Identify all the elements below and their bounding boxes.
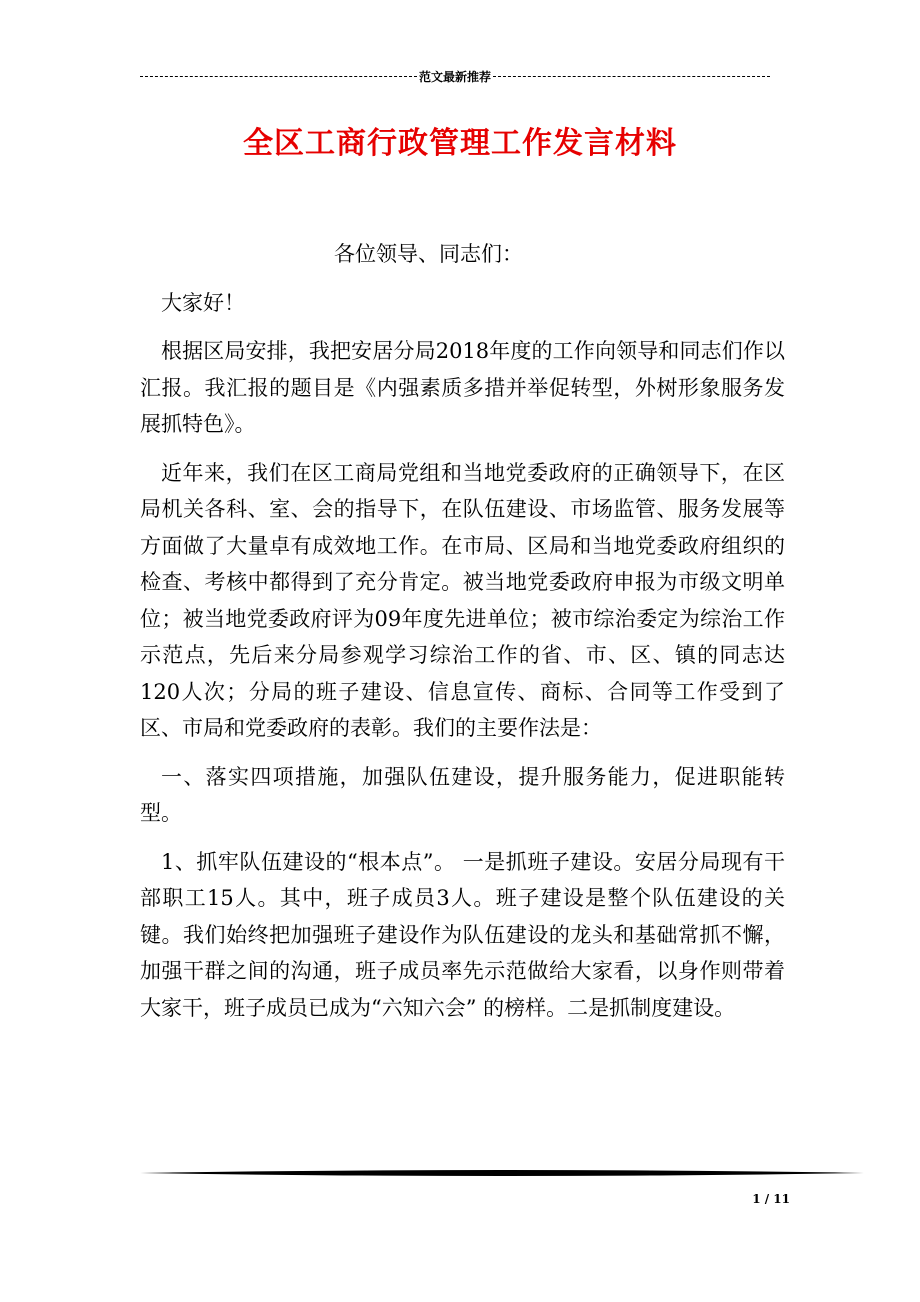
page-number: 1 / 11 [752, 1192, 790, 1206]
paragraph-3: 一、落实四项措施，加强队伍建设，提升服务能力，促进职能转型。 [140, 764, 785, 825]
salutation: 各位领导、同志们： [334, 242, 523, 266]
document-title: 全区工商行政管理工作发言材料 [243, 126, 677, 161]
header-label: 范文最新推荐 [419, 69, 492, 84]
paragraph-4: 1、抓牢队伍建设的“根本点”。 一是抓班子建设。安居分局现有干部职工15人。其中，班子成员3人。班子建设是整个队伍建设的关键。我们始终把加强班子建设作为队伍建设的龙头和基础常抓不懈，加强干群之间的沟通，班子成员率先示范做给大家看，以身作则带着大家干，班子成员已成为“六知六会” 的榜样。二是抓制度建设。 [140, 849, 785, 1020]
paragraph-2: 近年来，我们在区工商局党组和当地党委政府的正确领导下，在区局机关各科、室、会的指导下，在队伍建设、市场监管、服务发展等方面做了大量卓有成效地工作。在市局、区局和当地党委政府组织的检查、考核中都得到了充分肯定。被当地党委政府申报为市级文明单位；被当地党委政府评为09年度先进单位；被市综治委定为综治工作示范点，先后来分局参观学习综治工作的省、市、区、镇的同志达120人次；分局的班子建设、信息宣传、商标、合同等工作受到了区、市局和党委政府的表彰。我们的主要作法是： [140, 460, 785, 740]
greeting: 大家好！ [161, 290, 245, 315]
footer-divider [140, 1169, 864, 1177]
page-header [140, 66, 770, 86]
header-dashes-left [140, 76, 417, 77]
document-body [140, 236, 785, 1038]
header-dashes-right [493, 76, 770, 77]
paragraph-1: 根据区局安排，我把安居分局2018年度的工作向领导和同志们作以汇报。我汇报的题目是《内强素质多措并举促转型，外树形象服务发展抓特色》。 [140, 339, 785, 436]
